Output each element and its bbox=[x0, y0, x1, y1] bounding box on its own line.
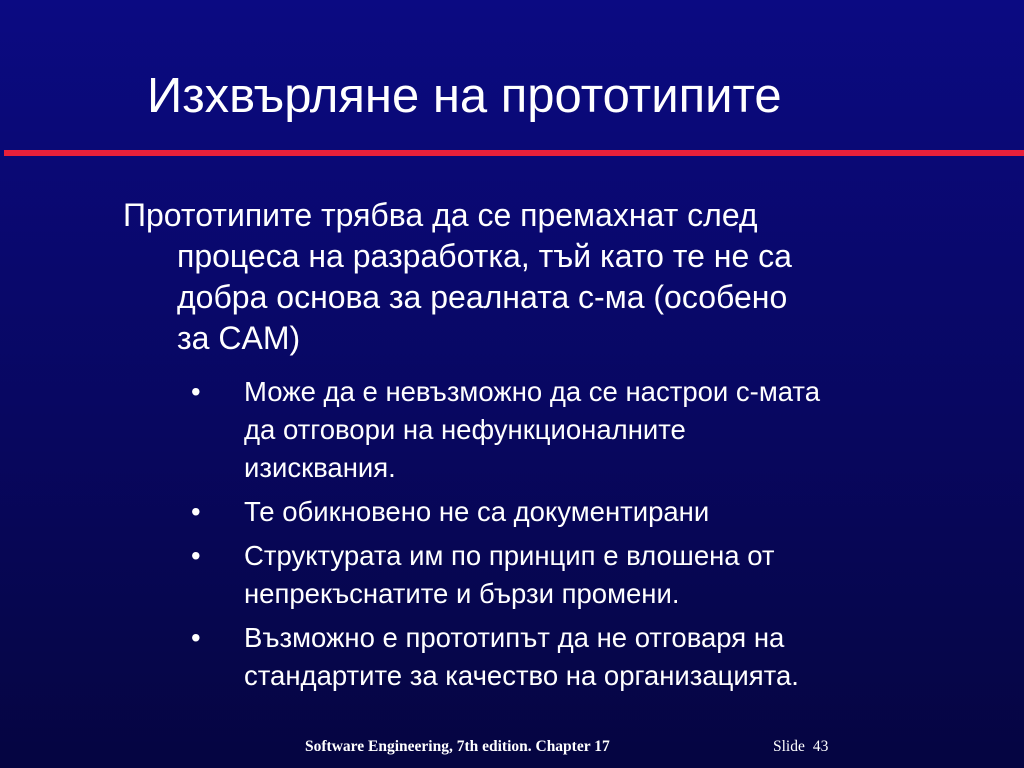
sub-point-line: Те обикновено не са документирани bbox=[244, 496, 710, 527]
bullet-icon: • bbox=[191, 376, 201, 407]
footer-slide-number bbox=[773, 738, 828, 756]
bullet-icon: • bbox=[191, 496, 201, 527]
slide-number: 43 bbox=[812, 738, 829, 755]
main-point-line: процеса на разработка, тъй като те не са bbox=[177, 238, 792, 274]
sub-point-line: непрекъснатите и бързи промени. bbox=[244, 578, 680, 609]
main-point-line: добра основа за реалната с-ма (особено bbox=[177, 279, 788, 315]
sub-point-line: да отговори на нефункционалните bbox=[244, 414, 686, 445]
sub-point bbox=[187, 619, 987, 695]
sub-point-list bbox=[187, 373, 987, 701]
title-divider bbox=[4, 150, 1024, 156]
sub-point-line: Възможно е прототипът да не отговаря на bbox=[244, 622, 785, 653]
main-point-line: за CAM) bbox=[177, 320, 301, 356]
slide-title: Изхвърляне на прототипите bbox=[147, 69, 782, 123]
sub-point bbox=[187, 373, 987, 487]
main-point bbox=[123, 195, 983, 359]
sub-point-line: стандартите за качество на организацията. bbox=[244, 660, 799, 691]
sub-point bbox=[187, 537, 987, 613]
sub-point-line: Структурата им по принцип е влошена от bbox=[244, 540, 775, 571]
sub-point-line: Може да е невъзможно да се настрои с-мата bbox=[244, 376, 820, 407]
sub-point bbox=[187, 493, 987, 531]
bullet-icon: • bbox=[191, 540, 201, 571]
main-point-line: Прототипите трябва да се премахнат след bbox=[123, 197, 758, 233]
footer-source: Software Engineering, 7th edition. Chapter 17 bbox=[305, 738, 610, 755]
bullet-icon: • bbox=[191, 622, 201, 653]
sub-point-line: изисквания. bbox=[244, 452, 396, 483]
slide-label: Slide bbox=[773, 738, 805, 755]
